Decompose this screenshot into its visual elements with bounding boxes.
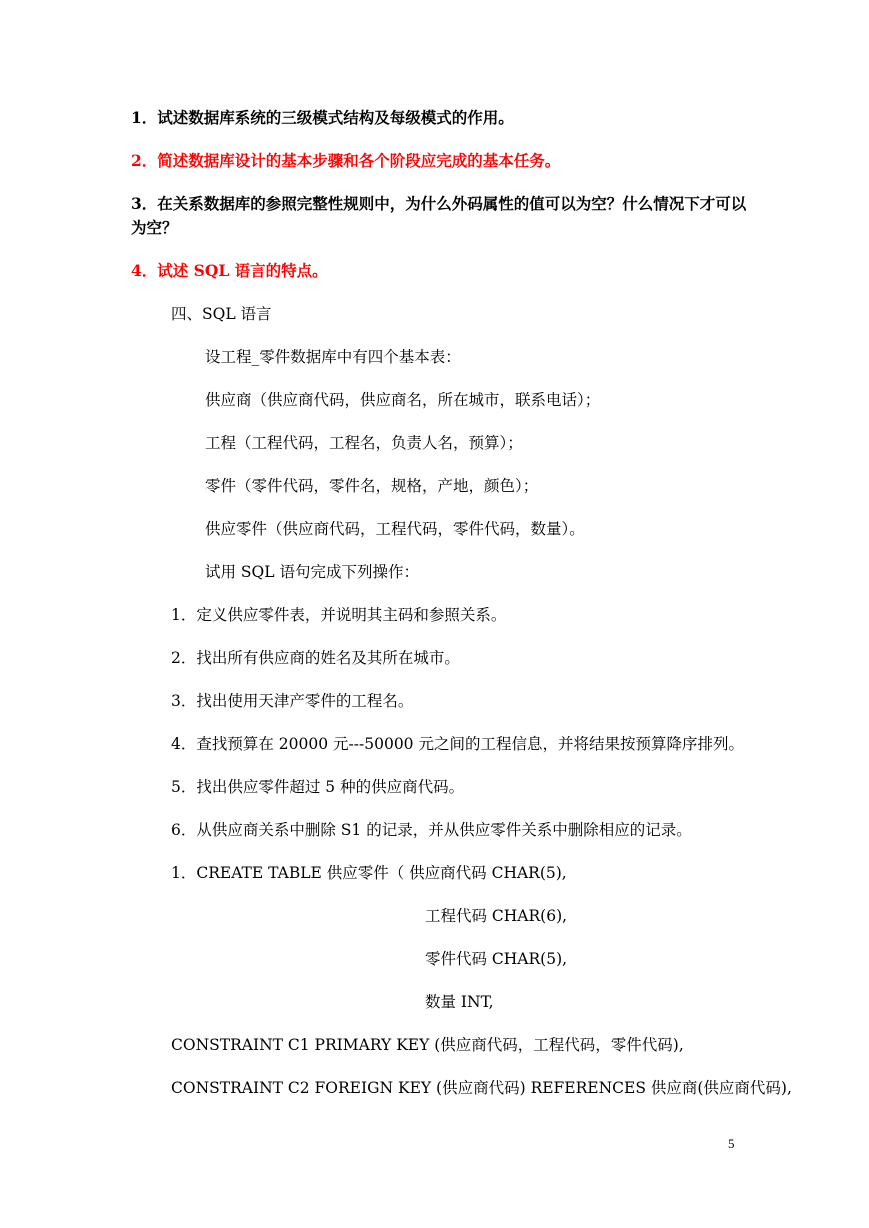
task-5: 5．找出供应零件超过 5 种的供应商代码。 <box>171 778 465 796</box>
question-2: 2．简述数据库设计的基本步骤和各个阶段应完成的基本任务。 <box>131 151 561 170</box>
question-3: 3．在关系数据库的参照完整性规则中，为什么外码属性的值可以为空？什么情况下才可以 <box>131 194 747 213</box>
answer-line-1: 1．CREATE TABLE 供应零件（ 供应商代码 CHAR(5), <box>171 864 567 882</box>
answer-line-5: CONSTRAINT C1 PRIMARY KEY (供应商代码，工程代码，零件代码), <box>171 1036 684 1054</box>
task-4: 4．查找预算在 20000 元---50000 元之间的工程信息，并将结果按预算降序排列。 <box>171 735 744 753</box>
table-def-project: 工程（工程代码，工程名，负责人名，预算）； <box>205 434 523 452</box>
task-3: 3．找出使用天津产零件的工程名。 <box>171 692 414 710</box>
answer-line-6: CONSTRAINT C2 FOREIGN KEY (供应商代码) REFERENCES 供应商(供应商代码), <box>171 1079 792 1097</box>
answer-line-4: 数量 INT, <box>425 993 494 1011</box>
answer-line-3: 零件代码 CHAR(5), <box>425 950 568 968</box>
table-def-supplier: 供应商（供应商代码，供应商名，所在城市，联系电话）； <box>205 391 601 409</box>
task-1: 1．定义供应零件表，并说明其主码和参照关系。 <box>171 606 507 624</box>
question-4: 4．试述 SQL 语言的特点。 <box>131 261 328 280</box>
section-intro: 设工程_零件数据库中有四个基本表： <box>205 348 461 366</box>
table-def-supply-part: 供应零件（供应商代码，工程代码，零件代码，数量）。 <box>205 520 585 538</box>
task-6: 6．从供应商关系中删除 S1 的记录，并从供应零件关系中删除相应的记录。 <box>171 821 692 839</box>
section-heading: 四、SQL 语言 <box>171 305 272 323</box>
answer-line-2: 工程代码 CHAR(6), <box>425 907 568 925</box>
section-instruction: 试用 SQL 语句完成下列操作： <box>205 563 419 581</box>
question-3-continued: 为空？ <box>131 218 178 237</box>
page-number: 5 <box>728 1136 735 1151</box>
question-1: 1．试述数据库系统的三级模式结构及每级模式的作用。 <box>131 108 514 127</box>
table-def-part: 零件（零件代码，零件名，规格，产地，颜色）； <box>205 477 539 495</box>
task-2: 2．找出所有供应商的姓名及其所在城市。 <box>171 649 460 667</box>
